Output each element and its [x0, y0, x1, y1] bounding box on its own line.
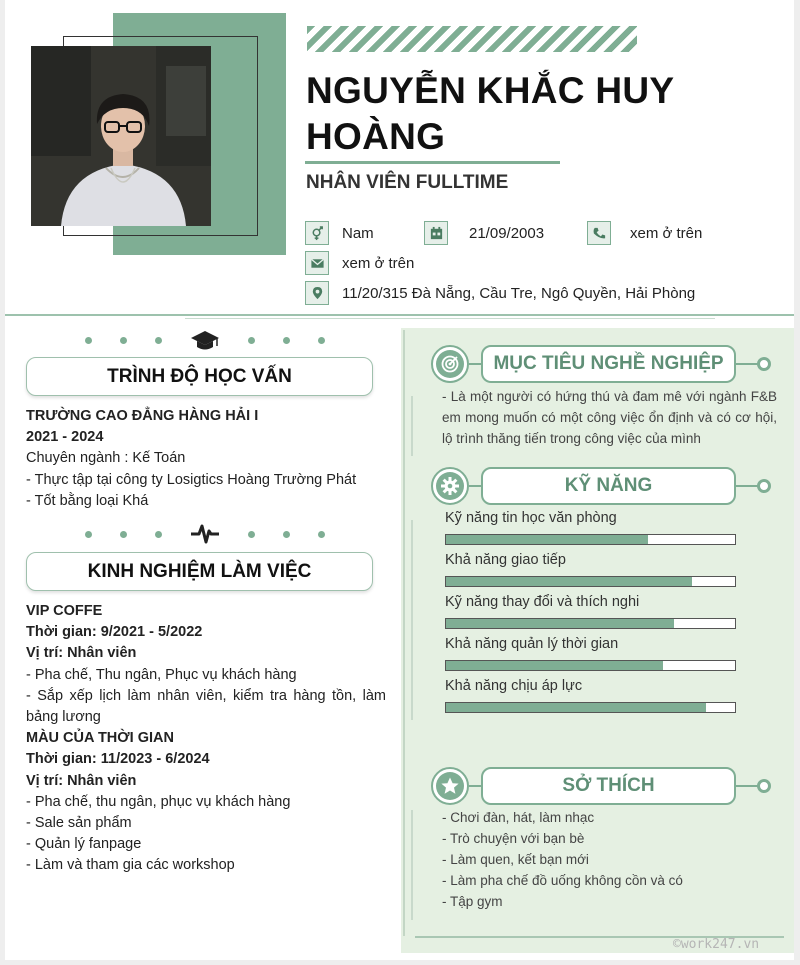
phone-value: xem ở trên [630, 224, 703, 242]
skills-header-end [757, 479, 771, 493]
skill-bar-fill [446, 535, 648, 544]
name-underline [305, 161, 560, 164]
pulse-icon [190, 521, 220, 547]
objective-text: - Là một người có hứng thú và đam mê với ngành F&B em mong muốn có một công việc ổn định và có cơ hội, lộ trình thăng tiến trong công việc của mình [442, 389, 777, 446]
info-gender [305, 221, 374, 245]
job-duty: - Quản lý fanpage [26, 836, 142, 853]
hobbies-header [431, 767, 781, 809]
location-icon [305, 281, 329, 305]
info-email [305, 251, 414, 275]
dot [155, 531, 162, 538]
skill-bar-fill [446, 619, 674, 628]
experience-content [26, 601, 386, 877]
education-major: Chuyên ngành : Kế Toán [26, 450, 186, 467]
education-internship: - Thực tập tại công ty Losigtics Hoàng Trường Phát [26, 471, 357, 488]
dot [155, 337, 162, 344]
job-duty: - Sắp xếp lịch làm nhân viên, kiểm tra hàng tồn, làm bảng lương [26, 687, 386, 726]
skill-bar [445, 534, 736, 545]
dot [248, 337, 255, 344]
skill-bar [445, 618, 736, 629]
hobbies-heading: SỞ THÍCH [481, 767, 736, 805]
job-position: Vị trí: Nhân viên [26, 772, 137, 789]
dot [283, 337, 290, 344]
job-company: VIP COFFE [26, 603, 103, 619]
hobbies-list [442, 807, 777, 912]
dot [318, 337, 325, 344]
birthday-value: 21/09/2003 [469, 224, 545, 242]
education-grade: - Tốt bằng loại Khá [26, 492, 149, 509]
address-value: 11/20/315 Đà Nẵng, Cầu Tre, Ngô Quyền, Hải Phòng [342, 284, 696, 302]
candidate-name: NGUYỄN KHẮC HUY HOÀNG [306, 70, 674, 157]
dot [85, 531, 92, 538]
hobby-item: - Làm quen, kết bạn mới [442, 852, 589, 867]
info-address [305, 281, 695, 305]
job-duty: - Làm và tham gia các workshop [26, 857, 235, 874]
experience-heading: KINH NGHIỆM LÀM VIỆC [26, 552, 373, 591]
objective-header [431, 345, 781, 387]
hobby-item: - Trò chuyện với bạn bè [442, 831, 585, 846]
school-name: TRƯỜNG CAO ĐẲNG HÀNG HẢI I [26, 408, 259, 424]
education-content [26, 406, 386, 512]
objective-heading: MỤC TIÊU NGHỀ NGHIỆP [481, 345, 736, 383]
job-duty: - Sale sản phẩm [26, 815, 132, 832]
skill-bar [445, 702, 736, 713]
header-divider [5, 314, 794, 316]
skill-label: Khả năng chịu áp lực [445, 678, 583, 694]
info-phone [587, 221, 702, 245]
target-icon [436, 350, 464, 378]
column-divider [403, 330, 405, 936]
job-duty: - Pha chế, thu ngân, phục vụ khách hàng [26, 793, 291, 810]
skill-bar-fill [446, 703, 706, 712]
job-time: Thời gian: 11/2023 - 6/2024 [26, 751, 210, 768]
star-icon [436, 772, 464, 800]
job-company: MÀU CỦA THỜI GIAN [26, 730, 174, 747]
email-icon [305, 251, 329, 275]
header-divider-thin [185, 318, 715, 319]
education-period: 2021 - 2024 [26, 429, 104, 446]
phone-icon [587, 221, 611, 245]
graduation-cap-icon [190, 327, 220, 353]
watermark: ©work247.vn [673, 937, 760, 952]
hobby-item: - Làm pha chế đồ uống không cồn và có [442, 873, 683, 888]
hobbies-header-circle [431, 767, 469, 805]
experience-divider [85, 521, 325, 547]
skill-bar-fill [446, 577, 692, 586]
job-duty: - Pha chế, Thu ngân, Phục vụ khách hàng [26, 666, 297, 683]
profile-photo [31, 46, 211, 226]
skills-bracket [411, 520, 413, 720]
objective-header-end [757, 357, 771, 371]
hobby-item: - Tập gym [442, 894, 503, 909]
skill-bar [445, 576, 736, 587]
skill-bar-fill [446, 661, 663, 670]
skill-label: Khả năng quản lý thời gian [445, 636, 619, 652]
skills-heading: KỸ NĂNG [481, 467, 736, 505]
objective-header-circle [431, 345, 469, 383]
cv-sheet [5, 0, 794, 960]
dot [318, 531, 325, 538]
header-hatch-decoration [307, 26, 637, 52]
calendar-icon [424, 221, 448, 245]
job-time: Thời gian: 9/2021 - 5/2022 [26, 624, 203, 641]
skill-label: Kỹ năng thay đổi và thích nghi [445, 594, 640, 610]
hobbies-bracket [411, 810, 413, 920]
education-heading: TRÌNH ĐỘ HỌC VẤN [26, 357, 373, 396]
skills-header-circle [431, 467, 469, 505]
hobby-item: - Chơi đàn, hát, làm nhạc [442, 810, 595, 825]
gender-icon [305, 221, 329, 245]
dot [85, 337, 92, 344]
email-value: xem ở trên [342, 254, 415, 272]
dot [120, 531, 127, 538]
gear-icon [436, 472, 464, 500]
hobbies-header-end [757, 779, 771, 793]
info-birthday [424, 221, 544, 245]
skills-header [431, 467, 781, 509]
gender-value: Nam [342, 224, 374, 242]
dot [120, 337, 127, 344]
profile-photo-illustration [31, 46, 211, 226]
education-divider [85, 327, 325, 353]
skill-bar [445, 660, 736, 671]
objective-bracket [411, 396, 413, 456]
job-title: NHÂN VIÊN FULLTIME [306, 172, 509, 193]
job-position: Vị trí: Nhân viên [26, 645, 137, 662]
skill-label: Kỹ năng tin học văn phòng [445, 510, 617, 526]
dot [248, 531, 255, 538]
skill-label: Khả năng giao tiếp [445, 552, 566, 568]
dot [283, 531, 290, 538]
